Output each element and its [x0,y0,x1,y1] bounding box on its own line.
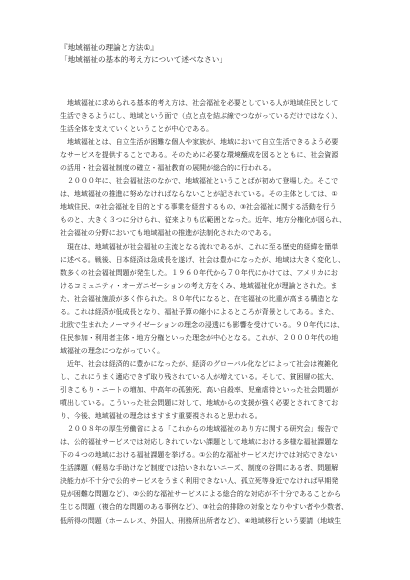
body-text-line: ものと、大きく３つに分けられ、従来よりも広範囲となった。近年、地方分権化が図られ、 [60,216,347,225]
document-subtitle: 「地域福祉の基本的考え方について述べなさい」 [60,55,227,64]
body-text-line: 北欧で生まれたノーマライゼーションの理念の浸透にも影響を受けている。９０年代には、 [60,320,345,329]
body-text-line: 決能力が不十分で公的サービスをうまく利用できない人、孤立死等身近でなければ早期発 [60,477,339,486]
body-text-line: 地域福祉とは、自立生活が困難な個人や家族が、地域において自立生活できるよう必要 [60,138,339,147]
body-text-line: は、公的福祉サービスでは対応しきれていない課題として地域における多様な福祉課題な [60,438,339,447]
body-text-line: 生活全体を支えていくということが中心である。 [60,125,214,134]
body-text-line: 地域住民、②社会福祉を目的とする事業を経営するもの、③社会福祉に関する活動を行う [60,203,337,212]
body-text-line: 現在は、地域福祉が社会福祉の主流となる流れであるが、これに至る歴史的経緯を簡単 [60,242,339,251]
body-text-line: 域福祉の理念につながっていく。 [60,346,165,355]
body-text-line: ２００８年の厚生労働省による「これからの地域福祉のあり方に関する研究会」報告で [60,425,339,434]
body-text-line: けるコミュニティ・オーガニゼーションの考え方をくみ、地域福祉化が理論とされた。ま [60,281,338,290]
body-text-line: 住民参加・利用者主体・地方分権といった理念が中心となる。これが、２０００年代の地 [60,333,339,342]
body-text-line: 生活課題（軽易な手助けなど制度では拾いきれないニーズ、制度の谷間にある者、問題解 [60,464,339,473]
body-text-line: 噴出している。こういった社会問題に対して、地域からの支援が強く必要とされてきてお [60,399,339,408]
body-text-line: に述べる。戦後、日本経済は急成長を遂げ、社会は豊かになったが、地域は大きく変化し、 [60,255,345,264]
body-text-line: り、今後、地域福祉の理念はますます重要視されると思われる。 [60,412,262,421]
body-text-line: ２０００年に、社会福祉法のなかで、地域福祉ということばが初めて登場した。そこで [60,177,339,186]
body-text-line: た、社会福祉施設が多く作られた。８０年代になると、在宅福祉の比重が高まる構造とな [60,294,339,303]
body-text-line: 見が困難な問題など）、②公的な福祉サービスによる総合的な対応が不十分であることから [60,490,342,499]
body-text-line: し、これにうまく適応できず取り残されている人が増えている。そして、貧困層の拡大、 [60,372,339,381]
body-text-line: 地域福祉に求められる基本的考え方は、社会福祉を必要としている人が地域住民として [60,99,339,107]
document-body [60,97,372,528]
body-text-line: 社会福祉の分野においても地域福祉の推進が法制化されたのである。 [60,229,276,238]
body-text-line: なサービスを提供することである。そのために必要な環境醸成を図るとともに、社会資源 [60,151,339,160]
body-text-line: 生じる問題（複合的な問題のある事例など）、③社会的排除の対象となりやすい者や少数者、 [60,503,349,512]
body-text-line: 生活できるようにし、地域という面で（点と点を結ぶ線でつながっているだけではなく）、 [60,112,342,121]
body-text-line: 低所得の問題（ホームレス、外国人、刑務所出所者など）、④地域移行という要請（地域生 [60,516,342,525]
body-text-line: 下の４つの地域における福祉課題を挙げる。①公的な福祉サービスだけでは対応できない [60,451,338,460]
body-text-line: は、地域福祉の推進に努めなければならないことが記されている。その主体としては、① [60,190,338,199]
body-text-line: る。これは経済が低成長となり、福祉予算の縮小によるところが背景としてある。また、 [60,307,339,316]
body-text-line: の活用・社会福祉制度の確立・福祉教育の展開が総合的に行われる。 [60,164,276,173]
document-title: 『地域福祉の理論と方法①』 [60,43,158,52]
body-text-line: 近年、社会は経済的に豊かになったが、経済のグローバル化などによって社会は複雑化 [60,359,338,368]
body-text-line: 数多くの社会福祉問題が発生した。１９６０年代から７０年代にかけては、アメリカにお [60,268,338,277]
document-header [60,42,227,66]
body-text-line: 引きこもり・ニートの増加、中高年の孤独死、高い自殺率、児童虐待といった社会問題が [60,386,339,395]
